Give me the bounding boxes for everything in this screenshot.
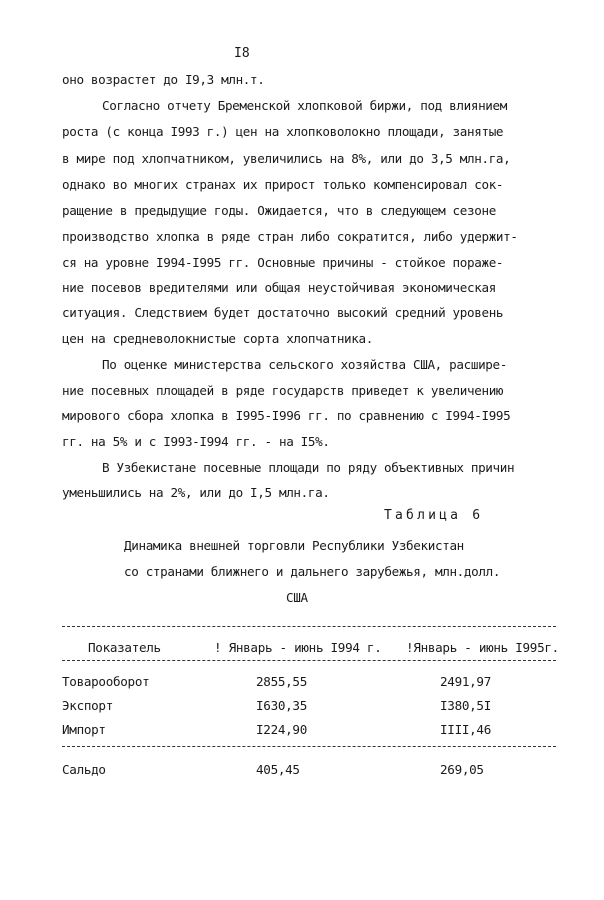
text-line: производство хлопка в ряде стран либо сократится, либо удержит- bbox=[62, 229, 518, 244]
table-rule bbox=[62, 660, 556, 661]
text-line: гг. на 5% и с I993-I994 гг. - на I5%. bbox=[62, 434, 330, 449]
text-line: ся на уровне I994-I995 гг. Основные причины - стойкое пораже- bbox=[62, 255, 504, 270]
row-value-1995: 2491,97 bbox=[440, 674, 491, 689]
table-rule bbox=[62, 746, 556, 747]
text-line: ние посевов вредителями или общая неустойчивая экономическая bbox=[62, 280, 496, 295]
text-line: роста (с конца I993 г.) цен на хлопковолокно площади, занятые bbox=[62, 124, 504, 139]
text-line: в мире под хлопчатником, увеличились на 8%, или до 3,5 млн.га, bbox=[62, 151, 511, 166]
header-col-1994: ! Январь - июнь I994 г. bbox=[214, 640, 382, 655]
text-line: уменьшились на 2%, или до I,5 млн.га. bbox=[62, 485, 330, 500]
table-title-line: Динамика внешней торговли Республики Узбекистан bbox=[124, 538, 464, 553]
text-line: В Узбекистане посевные площади по ряду объективных причин bbox=[102, 460, 515, 475]
row-name: Импорт bbox=[62, 722, 106, 737]
text-line: оно возрастет до I9,3 млн.т. bbox=[62, 72, 265, 87]
page-number: I8 bbox=[234, 46, 250, 61]
row-value-1994: 405,45 bbox=[256, 762, 300, 777]
table-rule bbox=[62, 626, 556, 627]
table-title-line: США bbox=[286, 590, 308, 605]
text-line: ращение в предыдущие годы. Ожидается, что в следующем сезоне bbox=[62, 203, 496, 218]
row-value-1995: IIII,46 bbox=[440, 722, 491, 737]
header-col-1995: !Январь - июнь I995г. bbox=[406, 640, 559, 655]
row-value-1994: I224,90 bbox=[256, 722, 307, 737]
row-value-1994: I630,35 bbox=[256, 698, 307, 713]
text-line: однако во многих странах их прирост только компенсировал сок- bbox=[62, 177, 504, 192]
row-name: Экспорт bbox=[62, 698, 113, 713]
text-line: ние посевных площадей в ряде государств приведет к увеличению bbox=[62, 383, 504, 398]
row-value-1995: I380,5I bbox=[440, 698, 491, 713]
row-name: Сальдо bbox=[62, 762, 106, 777]
text-line: мирового сбора хлопка в I995-I996 гг. по сравнению с I994-I995 bbox=[62, 408, 511, 423]
text-line: По оценке министерства сельского хозяйства США, расшире- bbox=[102, 357, 507, 372]
header-indicator: Показатель bbox=[88, 640, 161, 655]
text-line: ситуация. Следствием будет достаточно высокий средний уровень bbox=[62, 305, 504, 320]
row-value-1995: 269,05 bbox=[440, 762, 484, 777]
table-title-line: со странами ближнего и дальнего зарубежья, млн.долл. bbox=[124, 564, 501, 579]
text-line: цен на средневолокнистые сорта хлопчатника. bbox=[62, 331, 373, 346]
text-line: Согласно отчету Бременской хлопковой биржи, под влиянием bbox=[102, 98, 507, 113]
row-name: Товарооборот bbox=[62, 674, 150, 689]
row-value-1994: 2855,55 bbox=[256, 674, 307, 689]
table-label: Таблица 6 bbox=[384, 508, 484, 523]
